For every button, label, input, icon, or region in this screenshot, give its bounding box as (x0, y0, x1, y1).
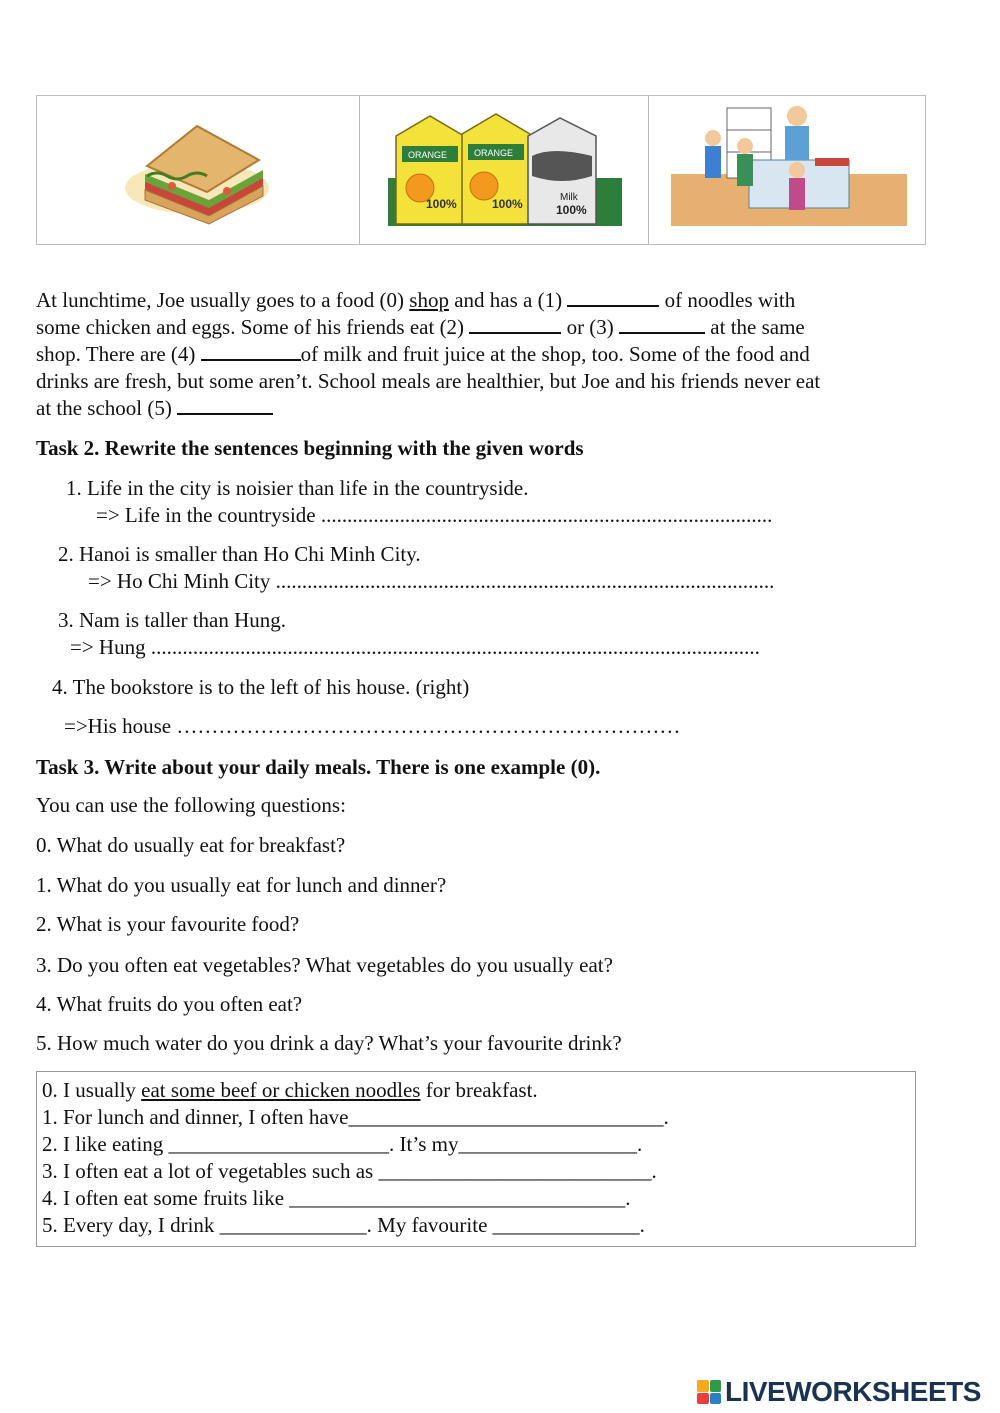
task2-sentence-2: 2. Hanoi is smaller than Ho Chi Minh City. (58, 542, 421, 566)
svg-text:100%: 100% (492, 197, 523, 211)
answer-line-0: 0. I usually eat some beef or chicken noodles for breakfast. (42, 1078, 538, 1102)
answer-line-5[interactable]: 5. Every day, I drink ______________. My favourite ______________. (42, 1213, 645, 1237)
juice-boxes-icon (360, 96, 649, 246)
task3-question-3: 3. Do you often eat vegetables? What vegetables do you usually eat? (36, 953, 613, 977)
logo-mark-icon (697, 1380, 721, 1404)
svg-text:Milk: Milk (560, 192, 578, 203)
task3-heading: Task 3. Write about your daily meals. There is one example (0). (36, 755, 601, 779)
task3-question-5: 5. How much water do you drink a day? What’s your favourite drink? (36, 1031, 622, 1055)
task3-intro: You can use the following questions: (36, 793, 346, 817)
blank-1[interactable] (567, 287, 659, 307)
answer-line-3[interactable]: 3. I often eat a lot of vegetables such as __________________________. (42, 1159, 657, 1183)
answer-line-4[interactable]: 4. I often eat some fruits like ________________________________. (42, 1186, 631, 1210)
picture-cell-juice (360, 96, 649, 244)
passage-line-1: At lunchtime, Joe usually goes to a food (0) shop and has a (1) of noodles with (36, 288, 796, 312)
passage-line-3: shop. There are (4) of milk and fruit juice at the shop, too. Some of the food and (36, 342, 810, 366)
blank-3[interactable] (619, 314, 705, 334)
task3-question-0: 0. What do usually eat for breakfast? (36, 833, 346, 857)
task3-question-1: 1. What do you usually eat for lunch and dinner? (36, 873, 447, 897)
picture-table (36, 95, 926, 245)
blank-4[interactable] (201, 341, 301, 361)
task3-question-2: 2. What is your favourite food? (36, 912, 300, 936)
task2-answer-2[interactable]: => Ho Chi Minh City ............................................................................................... (88, 569, 775, 593)
brand-name: LIVEWORKSHEETS (725, 1376, 981, 1407)
liveworksheets-logo (697, 1377, 981, 1407)
example-answer: eat some beef or chicken noodles (141, 1078, 421, 1102)
task2-heading: Task 2. Rewrite the sentences beginning with the given words (36, 436, 584, 460)
school-canteen-icon (649, 96, 926, 246)
task3-question-4: 4. What fruits do you often eat? (36, 992, 303, 1016)
blank-2[interactable] (469, 314, 561, 334)
answer-line-1[interactable]: 1. For lunch and dinner, I often have______________________________. (42, 1105, 669, 1129)
task2-sentence-1: 1. Life in the city is noisier than life in the countryside. (66, 476, 529, 500)
task2-answer-1[interactable]: => Life in the countryside ...................................................................................... (96, 503, 773, 527)
task2-sentence-4: 4. The bookstore is to the left of his house. (right) (52, 675, 470, 699)
passage-line-4: drinks are fresh, but some aren’t. School meals are healthier, but Joe and his friends never eat (36, 369, 821, 393)
answer-line-2[interactable]: 2. I like eating _____________________. It’s my_________________. (42, 1132, 643, 1156)
passage-line-2: some chicken and eggs. Some of his friends eat (2) or (3) at the same (36, 315, 805, 339)
picture-cell-canteen (649, 96, 926, 244)
blank-5[interactable] (177, 395, 273, 415)
task2-answer-3[interactable]: => Hung .................................................................................................................... (70, 635, 760, 659)
picture-cell-sandwich (37, 96, 360, 244)
passage-line-5: at the school (5) (36, 395, 273, 422)
task2-sentence-3: 3. Nam is taller than Hung. (58, 608, 287, 632)
svg-text:100%: 100% (556, 203, 587, 217)
example-answer-shop: shop (409, 288, 449, 312)
svg-text:ORANGE: ORANGE (474, 148, 514, 158)
svg-text:100%: 100% (426, 197, 457, 211)
task2-answer-4[interactable]: =>His house ……………………………………………………………… (64, 714, 681, 738)
sandwich-icon (37, 96, 360, 246)
svg-text:ORANGE: ORANGE (408, 150, 448, 160)
